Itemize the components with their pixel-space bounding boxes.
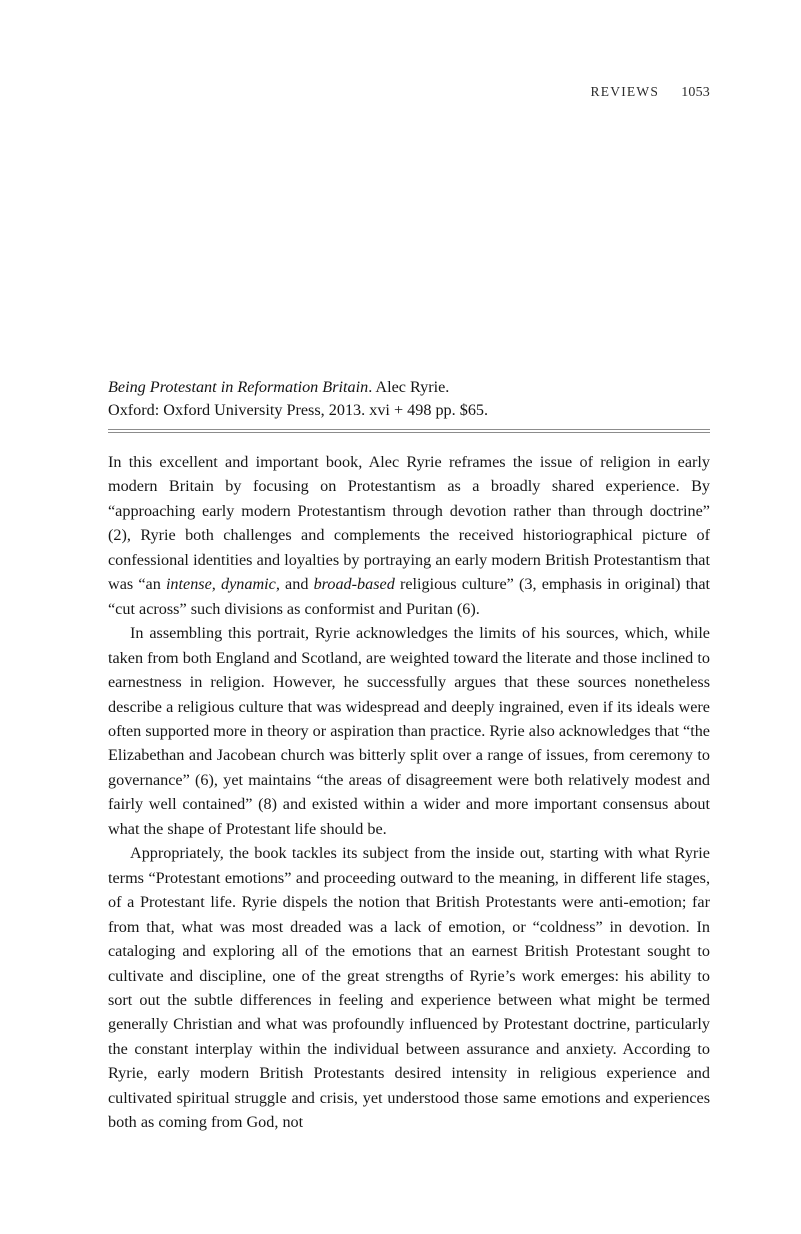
- citation-divider-rule: [108, 429, 710, 433]
- review-paragraph-1: [108, 450, 710, 621]
- paragraph-1-segment-4: religious culture” (3, emphasis in original) that “cut across” such divisions as conformist and Puritan (6).: [108, 575, 711, 618]
- review-paragraph-3: Appropriately, the book tackles its subject from the inside out, starting with what Ryrie terms “Protestant emotions” and proceeding outward to the meaning, in different life stages, of a Protestant life. Ryrie dispels the notion that British Protestants were anti-emotion; far from that, what was most dreaded was a lack of emotion, or “coldness” in devotion. In cataloging and exploring all of the emotions that an earnest British Protestant sought to cultivate and discipline, one of the great strengths of Ryrie’s work emerges: his ability to sort out the subtle differences in feeling and experience between what might be termed generally Christian and what was profoundly influenced by Protestant doctrine, particularly the constant interplay within the individual between assurance and anxiety. According to Ryrie, early modern British Protestants desired intensity in religious experience and cultivated spiritual struggle and crisis, yet understood those same emotions and experiences both as coming from God, not: [108, 844, 710, 1132]
- review-body: [108, 450, 710, 1135]
- emphasis-intense: intense,: [165, 575, 216, 594]
- citation-imprint-line: Oxford: Oxford University Press, 2013. xvi + 498 pp. $65.: [108, 401, 489, 419]
- running-head-page-number: 1053: [681, 85, 710, 100]
- running-head: [108, 84, 710, 101]
- emphasis-dynamic: dynamic,: [221, 575, 280, 594]
- running-head-label: REVIEWS: [590, 84, 660, 99]
- emphasis-broad-based: broad-based: [313, 575, 395, 594]
- paragraph-1-segment-1: In this excellent and important book, Alec Ryrie reframes the issue of religion in early modern Britain by focusing on Protestantism as a broadly shared experience. By “approaching early modern Protestantism through devotion rather than through doctrine” (2), Ryrie both challenges and complements the received historiographical picture of confessional identities and loyalties by portraying an early modern British Protestantism that was “an: [108, 453, 710, 594]
- citation-title-line: [108, 376, 710, 399]
- review-paragraph-2: In assembling this portrait, Ryrie acknowledges the limits of his sources, which, while taken from both England and Scotland, are weighted toward the literate and those inclined to earnestness in religion. However, he successfully argues that these sources nonetheless describe a religious culture that was widespread and deeply ingrained, even if its ideals were often supported more in theory or aspiration than practice. Ryrie also acknowledges that “the Elizabethan and Jacobean church was bitterly split over a range of issues, from ceremony to governance” (6), yet maintains “the areas of disagreement were both relatively modest and fairly well contained” (8) and existed within a wider and more important consensus about what the shape of Protestant life should be.: [108, 624, 710, 838]
- book-title: Being Protestant in Reformation Britain: [108, 378, 369, 396]
- paragraph-1-segment-3: and: [279, 575, 314, 594]
- book-citation: [108, 376, 710, 422]
- book-author: . Alec Ryrie.: [368, 378, 450, 396]
